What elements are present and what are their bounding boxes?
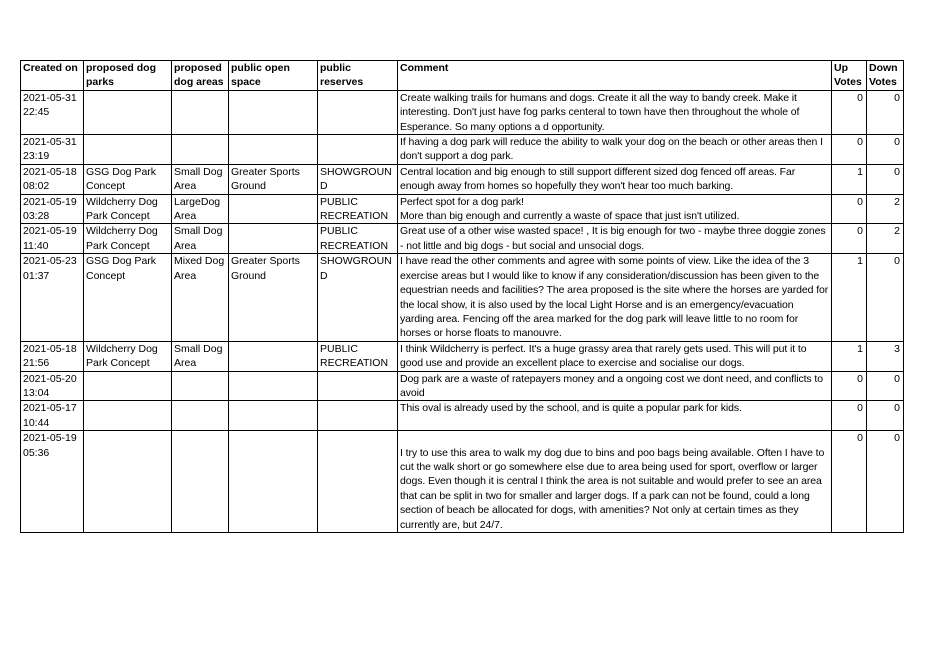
cell-proposed-dog-area: LargeDog Area [172,194,229,224]
cell-comment: Dog park are a waste of ratepayers money and a ongoing cost we dont need, and conflicts to avoid [398,371,832,401]
cell-public-open-space: Greater Sports Ground [229,254,318,341]
cell-created-on: 2021-05-20 13:04 [21,371,84,401]
cell-down-votes: 0 [867,164,904,194]
cell-proposed-dog-park [84,431,172,533]
cell-public-reserve: SHOWGROUND [318,164,398,194]
cell-down-votes: 0 [867,90,904,134]
table-row [21,90,904,134]
cell-proposed-dog-park [84,90,172,134]
cell-proposed-dog-park: Wildcherry Dog Park Concept [84,224,172,254]
cell-down-votes: 2 [867,224,904,254]
cell-created-on: 2021-05-19 11:40 [21,224,84,254]
cell-created-on: 2021-05-31 23:19 [21,135,84,165]
cell-comment: I try to use this area to walk my dog due to bins and poo bags being available. Often I have to cut the walk short or go somewhere else due to area being used for sport, overflow or larger dogs. Even though it is central I think the area is not suitable and would prefer to see an area that can be split in two for smaller and larger dogs. If a park can not be found, could a long section of beach be allocated for dogs, with amenities? Not only at certain times as they currently are, but 24/7. [398,431,832,533]
cell-public-open-space [229,431,318,533]
table-row [21,341,904,371]
cell-down-votes: 0 [867,254,904,341]
header-public-reserves: public reserves [318,61,398,91]
cell-proposed-dog-park: Wildcherry Dog Park Concept [84,341,172,371]
cell-created-on: 2021-05-31 22:45 [21,90,84,134]
cell-up-votes: 0 [832,135,867,165]
header-up-votes: Up Votes [832,61,867,91]
cell-public-reserve [318,371,398,401]
cell-created-on: 2021-05-23 01:37 [21,254,84,341]
cell-proposed-dog-area [172,135,229,165]
cell-public-reserve: SHOWGROUND [318,254,398,341]
cell-proposed-dog-park [84,371,172,401]
table-row [21,135,904,165]
table-row [21,224,904,254]
cell-down-votes: 0 [867,135,904,165]
cell-down-votes: 3 [867,341,904,371]
header-public-open-space: public open space [229,61,318,91]
table-row [21,431,904,533]
cell-public-reserve [318,135,398,165]
cell-proposed-dog-park: Wildcherry Dog Park Concept [84,194,172,224]
table-row [21,371,904,401]
cell-created-on: 2021-05-19 05:36 [21,431,84,533]
table-row [21,254,904,341]
cell-comment: Central location and big enough to still support different sized dog fenced off areas. Far enough away from homes so hopefully they won't hear too much barking. [398,164,832,194]
cell-proposed-dog-park: GSG Dog Park Concept [84,164,172,194]
cell-public-open-space [229,194,318,224]
cell-up-votes: 1 [832,341,867,371]
cell-comment: This oval is already used by the school, and is quite a popular park for kids. [398,401,832,431]
header-comment: Comment [398,61,832,91]
cell-proposed-dog-area [172,371,229,401]
cell-created-on: 2021-05-18 08:02 [21,164,84,194]
cell-public-open-space [229,90,318,134]
cell-comment: If having a dog park will reduce the ability to walk your dog on the beach or other areas then I don't support a dog park. [398,135,832,165]
cell-created-on: 2021-05-18 21:56 [21,341,84,371]
cell-down-votes: 2 [867,194,904,224]
cell-proposed-dog-area: Small Dog Area [172,224,229,254]
comments-table [20,60,904,533]
cell-up-votes: 0 [832,224,867,254]
cell-public-open-space: Greater Sports Ground [229,164,318,194]
cell-public-reserve [318,431,398,533]
table-row [21,401,904,431]
cell-proposed-dog-park [84,135,172,165]
header-created-on: Created on [21,61,84,91]
cell-up-votes: 1 [832,164,867,194]
cell-down-votes: 0 [867,431,904,533]
cell-proposed-dog-park [84,401,172,431]
cell-created-on: 2021-05-19 03:28 [21,194,84,224]
cell-public-reserve: PUBLIC RECREATION [318,194,398,224]
cell-comment: I have read the other comments and agree with some points of view. Like the idea of the 3 exercise areas but I would like to know if any consideration/discussion has been given to the equestrian needs and facilities? The area proposed is the site where the horses are yarded for the local show, it is also used by the local Light Horse and is an emergency/evacuation yarding area. Fencing off the area marked for the dog park will leave little to no room for horses or horse floats to manouvre. [398,254,832,341]
cell-up-votes: 0 [832,401,867,431]
cell-public-reserve [318,401,398,431]
cell-up-votes: 0 [832,194,867,224]
cell-proposed-dog-area [172,431,229,533]
header-proposed-dog-parks: proposed dog parks [84,61,172,91]
cell-up-votes: 0 [832,431,867,533]
cell-proposed-dog-area [172,90,229,134]
cell-public-open-space [229,341,318,371]
cell-public-open-space [229,224,318,254]
comments-sheet [20,60,904,533]
cell-comment: I think Wildcherry is perfect. It's a huge grassy area that rarely gets used. This will put it to good use and provide an excellent place to exercise and socialise our dogs. [398,341,832,371]
cell-proposed-dog-area: Mixed Dog Area [172,254,229,341]
table-row [21,194,904,224]
cell-created-on: 2021-05-17 10:44 [21,401,84,431]
cell-down-votes: 0 [867,371,904,401]
table-row [21,164,904,194]
header-row [21,61,904,91]
cell-public-reserve: PUBLIC RECREATION [318,224,398,254]
cell-comment: Great use of a other wise wasted space! , It is big enough for two - maybe three doggie zones - not little and big dogs - but social and unsocial dogs. [398,224,832,254]
cell-up-votes: 1 [832,254,867,341]
cell-public-open-space [229,135,318,165]
header-proposed-dog-areas: proposed dog areas [172,61,229,91]
cell-comment: Perfect spot for a dog park! More than big enough and currently a waste of space that just isn't utilized. [398,194,832,224]
cell-public-reserve [318,90,398,134]
cell-proposed-dog-area: Small Dog Area [172,341,229,371]
cell-proposed-dog-area [172,401,229,431]
cell-public-reserve: PUBLIC RECREATION [318,341,398,371]
cell-public-open-space [229,371,318,401]
cell-down-votes: 0 [867,401,904,431]
cell-comment: Create walking trails for humans and dogs. Create it all the way to bandy creek. Make it interesting. Don't just have fog parks centeral to town have then throughout the whole of Esperance. So many options a d opportunity. [398,90,832,134]
header-down-votes: Down Votes [867,61,904,91]
cell-up-votes: 0 [832,90,867,134]
cell-public-open-space [229,401,318,431]
table-body [21,90,904,532]
cell-up-votes: 0 [832,371,867,401]
cell-proposed-dog-park: GSG Dog Park Concept [84,254,172,341]
cell-proposed-dog-area: Small Dog Area [172,164,229,194]
